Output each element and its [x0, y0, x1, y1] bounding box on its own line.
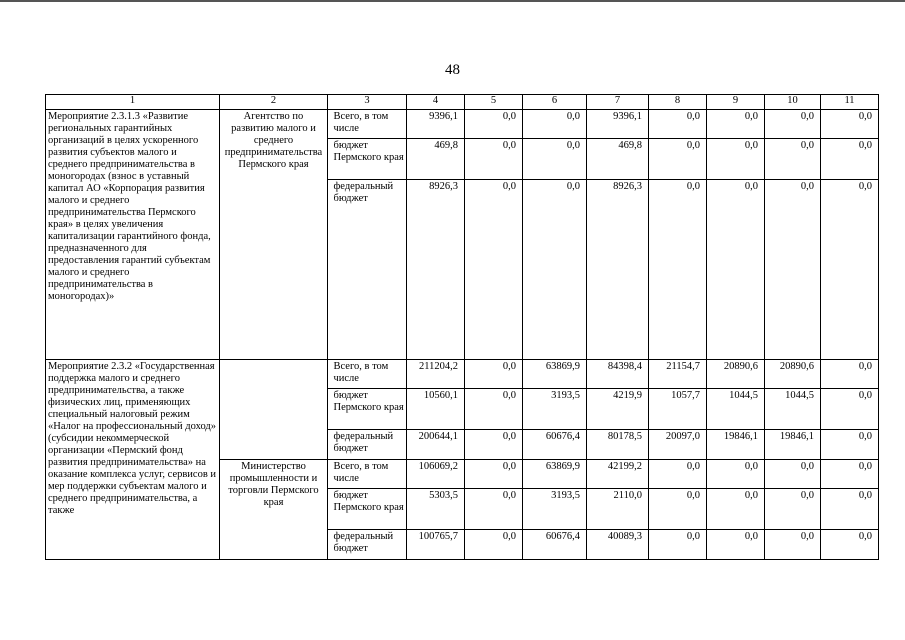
value-cell: 0,0 [523, 180, 587, 360]
value-cell: 0,0 [707, 530, 765, 560]
measure-description: Мероприятие 2.3.1.3 «Развитие региональных гарантийных организаций в целях ускоренного развития субъектов малого и среднего предпринимательства в моногородах (взнос в уставный капитал АО «Корпорация развития малого и среднего предпринимательства Пермского края» в целях увеличения капитализации гарантийного фонда, предназначенного для предоставления гарантий субъектам малого и среднего предпринимательства в моногородах)» [46, 110, 220, 360]
header-cell: 5 [465, 95, 523, 110]
scan-top-edge [0, 0, 905, 2]
value-cell: 0,0 [707, 489, 765, 530]
value-cell: 0,0 [465, 360, 523, 389]
source-cell: бюджет Пермского края [332, 139, 407, 180]
value-cell: 0,0 [523, 110, 587, 139]
value-cell: 0,0 [821, 489, 879, 530]
value-cell: 9396,1 [407, 110, 465, 139]
value-cell: 0,0 [649, 180, 707, 360]
value-cell: 8926,3 [407, 180, 465, 360]
value-cell: 10560,1 [407, 389, 465, 430]
value-cell: 0,0 [707, 139, 765, 180]
value-cell: 106069,2 [407, 460, 465, 489]
value-cell: 0,0 [707, 110, 765, 139]
value-cell: 2110,0 [587, 489, 649, 530]
budget-table [45, 94, 879, 560]
table-row [46, 110, 879, 139]
value-cell: 1044,5 [707, 389, 765, 430]
value-cell: 9396,1 [587, 110, 649, 139]
value-cell: 0,0 [821, 460, 879, 489]
value-cell: 4219,9 [587, 389, 649, 430]
header-row [46, 95, 879, 110]
value-cell: 1057,7 [649, 389, 707, 430]
value-cell: 0,0 [821, 180, 879, 360]
value-cell: 8926,3 [587, 180, 649, 360]
value-cell: 60676,4 [523, 530, 587, 560]
source-cell: федеральный бюджет [332, 530, 407, 560]
value-cell: 0,0 [707, 180, 765, 360]
source-cell: федеральный бюджет [332, 180, 407, 360]
value-cell: 0,0 [821, 389, 879, 430]
value-cell: 0,0 [765, 139, 821, 180]
header-cell: 9 [707, 95, 765, 110]
value-cell: 211204,2 [407, 360, 465, 389]
value-cell: 0,0 [707, 460, 765, 489]
value-cell: 80178,5 [587, 430, 649, 460]
value-cell: 469,8 [587, 139, 649, 180]
value-cell: 84398,4 [587, 360, 649, 389]
value-cell: 63869,9 [523, 460, 587, 489]
value-cell: 0,0 [465, 530, 523, 560]
value-cell: 19846,1 [765, 430, 821, 460]
value-cell: 0,0 [821, 139, 879, 180]
value-cell: 20097,0 [649, 430, 707, 460]
value-cell: 20890,6 [765, 360, 821, 389]
header-cell: 4 [407, 95, 465, 110]
value-cell: 0,0 [523, 139, 587, 180]
value-cell: 0,0 [821, 360, 879, 389]
value-cell: 0,0 [465, 139, 523, 180]
value-cell: 0,0 [465, 389, 523, 430]
value-cell: 0,0 [765, 110, 821, 139]
value-cell: 0,0 [765, 530, 821, 560]
value-cell: 0,0 [765, 180, 821, 360]
value-cell: 19846,1 [707, 430, 765, 460]
header-cell: 2 [220, 95, 328, 110]
measure-description: Мероприятие 2.3.2 «Государственная поддержка малого и среднего предпринимательства, а также физических лиц, применяющих специальный налоговый режим «Налог на профессиональный доход» (субсидии некоммерческой организации «Пермский фонд развития предпринимательства» на оказание комплекса услуг, сервисов и мер поддержки субъектам малого и среднего предпринимательства, а также [46, 360, 220, 560]
value-cell: 40089,3 [587, 530, 649, 560]
source-cell: бюджет Пермского края [332, 389, 407, 430]
value-cell: 0,0 [649, 110, 707, 139]
value-cell: 1044,5 [765, 389, 821, 430]
source-cell: федеральный бюджет [332, 430, 407, 460]
value-cell: 0,0 [765, 460, 821, 489]
value-cell: 3193,5 [523, 389, 587, 430]
header-cell: 6 [523, 95, 587, 110]
header-cell: 7 [587, 95, 649, 110]
value-cell: 0,0 [465, 460, 523, 489]
page-number: 48 [445, 62, 460, 78]
value-cell: 0,0 [649, 139, 707, 180]
value-cell: 0,0 [465, 430, 523, 460]
value-cell: 20890,6 [707, 360, 765, 389]
value-cell: 5303,5 [407, 489, 465, 530]
executor-cell: Агентство по развитию малого и среднего предпринимательства Пермского края [220, 110, 328, 360]
value-cell: 0,0 [649, 489, 707, 530]
source-cell: бюджет Пермского края [332, 489, 407, 530]
value-cell: 0,0 [821, 430, 879, 460]
source-cell: Всего, в том числе [332, 360, 407, 389]
value-cell: 0,0 [765, 489, 821, 530]
header-cell: 8 [649, 95, 707, 110]
source-cell: Всего, в том числе [332, 460, 407, 489]
source-cell: Всего, в том числе [332, 110, 407, 139]
value-cell: 0,0 [649, 530, 707, 560]
value-cell: 0,0 [821, 530, 879, 560]
value-cell: 60676,4 [523, 430, 587, 460]
header-cell: 11 [821, 95, 879, 110]
value-cell: 100765,7 [407, 530, 465, 560]
value-cell: 21154,7 [649, 360, 707, 389]
value-cell: 469,8 [407, 139, 465, 180]
value-cell: 3193,5 [523, 489, 587, 530]
value-cell: 0,0 [465, 180, 523, 360]
header-cell: 3 [328, 95, 407, 110]
value-cell: 200644,1 [407, 430, 465, 460]
value-cell: 0,0 [821, 110, 879, 139]
executor-cell: Министерство промышленности и торговли Пермского края [220, 460, 328, 560]
value-cell: 0,0 [649, 460, 707, 489]
value-cell: 0,0 [465, 489, 523, 530]
header-cell: 10 [765, 95, 821, 110]
value-cell: 63869,9 [523, 360, 587, 389]
table-row [46, 360, 879, 389]
executor-cell [220, 360, 328, 460]
value-cell: 42199,2 [587, 460, 649, 489]
value-cell: 0,0 [465, 110, 523, 139]
header-cell: 1 [46, 95, 220, 110]
